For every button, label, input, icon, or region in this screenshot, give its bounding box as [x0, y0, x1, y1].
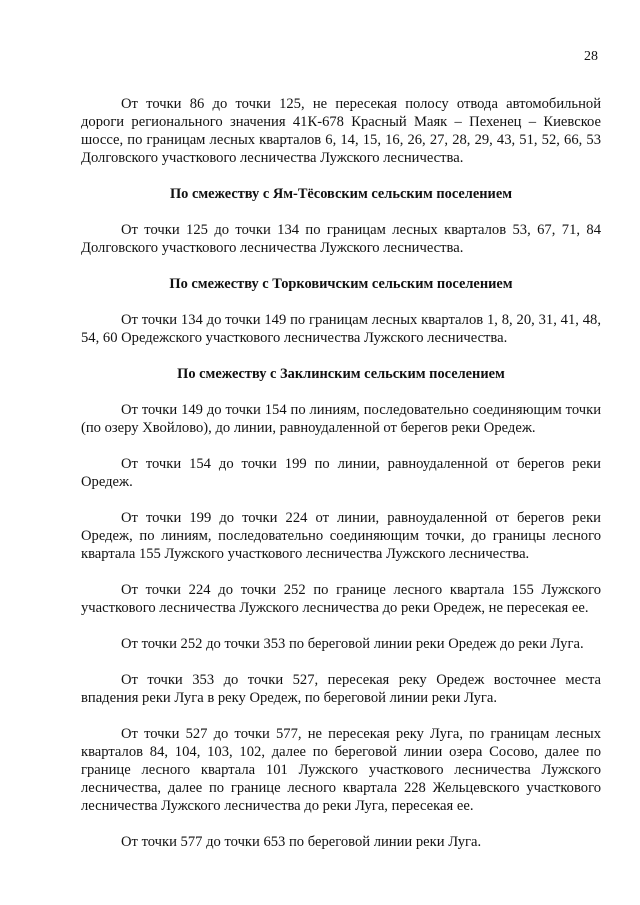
section-heading-yam-tesovskoe: По смежеству с Ям-Тёсовским сельским поселением: [169, 186, 513, 202]
paragraph-7: От точки 224 до точки 252 по границе лесного квартала 155 Лужского участкового лесничества Лужского лесничества до реки Оредеж, не пересекая ее.: [81, 582, 601, 616]
paragraph-3: От точки 134 до точки 149 по границам лесных кварталов 1, 8, 20, 31, 41, 48, 54, 60 Оредежского участкового лесничества Лужского лесничества.: [81, 312, 601, 346]
paragraph-9: От точки 353 до точки 527, пересекая реку Оредеж восточнее места впадения реки Луга в реку Оредеж, по береговой линии реки Луга.: [81, 672, 601, 706]
paragraph-6: От точки 199 до точки 224 от линии, равноудаленной от берегов реки Оредеж, по линиям, последовательно соединяющим точки, до границы лесного квартала 155 Лужского участкового лесничества Лужского лесничества.: [81, 510, 601, 562]
paragraph-11: От точки 577 до точки 653 по береговой линии реки Луга.: [121, 834, 482, 850]
section-heading-torkovichskoe: По смежеству с Торковичским сельским поселением: [169, 276, 513, 292]
document-body: [81, 95, 601, 869]
paragraph-10: От точки 527 до точки 577, не пересекая реку Луга, по границам лесных кварталов 84, 104, 103, 102, далее по береговой линии озера Сосово, далее по границе лесного квартала 101 Лужского участкового лесничества Лужского лесничества, далее по границе лесного квартала 228 Жельцевского участкового лесничества Лужского лесничества до реки Луга, пересекая ее.: [81, 726, 601, 814]
paragraph-2: От точки 125 до точки 134 по границам лесных кварталов 53, 67, 71, 84 Долговского участкового лесничества Лужского лесничества.: [81, 222, 601, 256]
paragraph-4: От точки 149 до точки 154 по линиям, последовательно соединяющим точки (по озеру Хвойлово), до линии, равноудаленной от берегов реки Оредеж.: [81, 402, 601, 436]
paragraph-5: От точки 154 до точки 199 по линии, равноудаленной от берегов реки Оредеж.: [81, 456, 601, 490]
section-heading-zaklinskoe: По смежеству с Заклинским сельским поселением: [177, 366, 505, 382]
page-number: 28: [584, 49, 598, 64]
paragraph-8: От точки 252 до точки 353 по береговой линии реки Оредеж до реки Луга.: [121, 636, 584, 652]
paragraph-1: От точки 86 до точки 125, не пересекая полосу отвода автомобильной дороги регионального значения 41К-678 Красный Маяк – Пехенец – Киевское шоссе, по границам лесных кварталов 6, 14, 15, 16, 26, 27, 28, 29, 43, 51, 52, 66, 53 Долговского участкового лесничества Лужского лесничества.: [81, 96, 601, 166]
